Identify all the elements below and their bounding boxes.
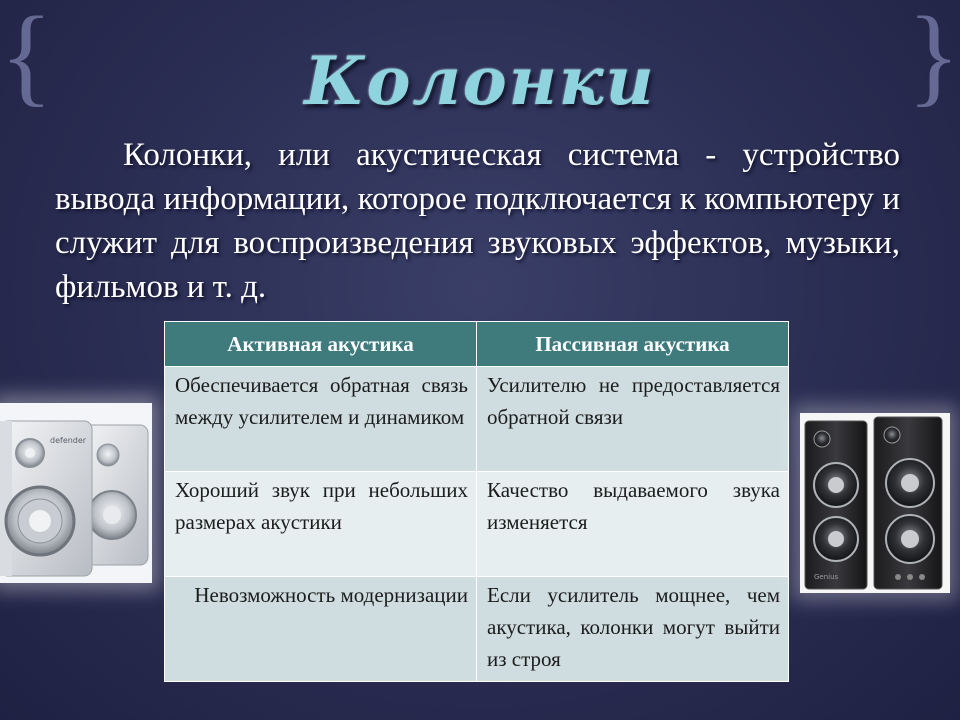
table-row — [165, 472, 789, 577]
table-header-row — [165, 322, 789, 367]
table-cell: Обеспечивается обратная связь между усилителем и динамиком — [165, 367, 477, 472]
svg-text:Genius: Genius — [814, 573, 839, 581]
left-brace-decoration: { — [0, 0, 53, 116]
slide-title: Колонки — [304, 42, 656, 120]
table-cell: Качество выдаваемого звука изменяется — [477, 472, 789, 577]
header-passive-acoustics: Пассивная акустика — [477, 322, 789, 367]
table-row — [165, 367, 789, 472]
table-cell: Хороший звук при небольших размерах акустики — [165, 472, 477, 577]
passive-speakers-image — [800, 413, 950, 593]
header-active-acoustics: Активная акустика — [165, 322, 477, 367]
table-cell: Усилителю не предоставляется обратной связи — [477, 367, 789, 472]
genius-logo — [814, 573, 839, 581]
svg-text:defender: defender — [50, 436, 87, 445]
table-row — [165, 577, 789, 682]
defender-logo — [50, 436, 87, 445]
comparison-table — [164, 321, 789, 682]
intro-paragraph: Колонки, или акустическая система - устройство вывода информации, которое подключается к компьютеру и служит для воспроизведения звуковых эффектов, музыки, фильмов и т. д. — [55, 137, 900, 305]
table-cell: Невозможность модернизации — [165, 577, 477, 682]
active-speakers-image — [0, 403, 152, 583]
table-cell: Если усилитель мощнее, чем акустика, колонки могут выйти из строя — [477, 577, 789, 682]
right-brace-decoration: } — [907, 0, 960, 116]
